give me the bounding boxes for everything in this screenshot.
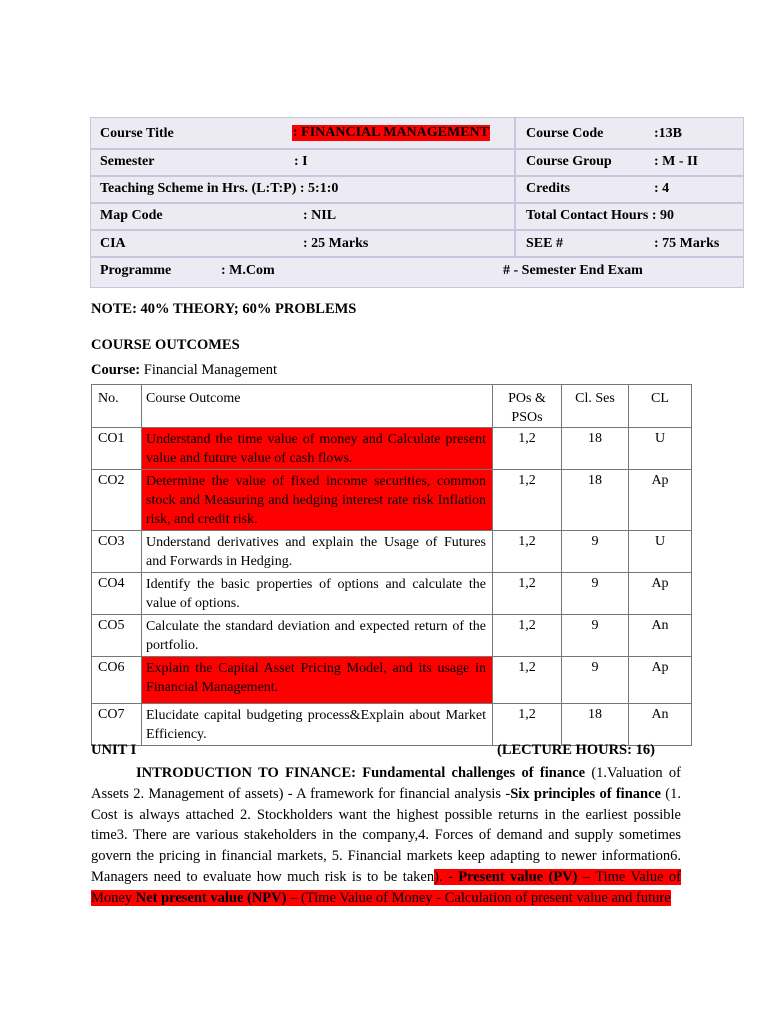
intro-text: (1.Valuation of Assets 2. Management of assets) - A framework for financial analysis -: [91, 765, 681, 802]
map-code-label: Map Code: [100, 208, 163, 223]
course-title-label: Course Title: [100, 126, 174, 141]
course-code-label: Course Code: [526, 126, 604, 141]
see-footnote: # - Semester End Exam: [503, 263, 643, 278]
co-pos: 1,2: [493, 657, 562, 704]
map-code-value: : NIL: [303, 208, 337, 223]
npv-heading: Net present value (NPV): [135, 889, 287, 906]
semester-value: : I: [294, 154, 308, 169]
intro-heading: INTRODUCTION TO FINANCE: Fundamental challenges of finance: [136, 765, 586, 781]
co-pos: 1,2: [493, 573, 562, 615]
co-sessions: 18: [562, 470, 629, 531]
cia-value: : 25 Marks: [303, 236, 369, 251]
co-outcome: Elucidate capital budgeting process&Explain about Market Efficiency.: [142, 704, 493, 746]
unit-title: UNIT I: [91, 742, 137, 758]
co-cl: Ap: [629, 657, 692, 704]
programme-label: Programme: [100, 263, 172, 278]
header-cl: CL: [629, 385, 692, 428]
co-sessions: 18: [562, 704, 629, 746]
semester-label: Semester: [100, 154, 155, 169]
course-title-value: : FINANCIAL MANAGEMENT: [293, 125, 489, 140]
co-number: CO2: [92, 470, 142, 531]
highlighted-text: – Time Value of Money: [91, 868, 682, 906]
co-number: CO1: [92, 428, 142, 470]
course-line: [91, 362, 277, 379]
table-row: [92, 657, 692, 704]
course-group-value: : M - II: [654, 154, 698, 169]
co-sessions: 9: [562, 573, 629, 615]
co-cl: An: [629, 704, 692, 746]
co-outcome: Identify the basic properties of options and calculate the value of options.: [142, 573, 493, 615]
co-pos: 1,2: [493, 428, 562, 470]
header-ses: Cl. Ses: [562, 385, 629, 428]
table-header-row: [92, 385, 692, 428]
co-sessions: 9: [562, 615, 629, 657]
course-code-value: :13B: [654, 126, 682, 141]
co-cl: Ap: [629, 573, 692, 615]
header-outcome: Course Outcome: [142, 385, 493, 428]
table-row: [92, 704, 692, 746]
total-contact-hours: Total Contact Hours : 90: [526, 208, 675, 223]
table-row: [92, 615, 692, 657]
co-cl: An: [629, 615, 692, 657]
cia-label: CIA: [100, 236, 126, 251]
co-outcome: Explain the Capital Asset Pricing Model, and its usage in Financial Management.: [142, 657, 493, 704]
co-sessions: 9: [562, 657, 629, 704]
co-cl: U: [629, 531, 692, 573]
co-outcome: Calculate the standard deviation and expected return of the portfolio.: [142, 615, 493, 657]
co-pos: 1,2: [493, 470, 562, 531]
co-outcome: Determine the value of fixed income securities, common stock and Measuring and hedging interest rate risk Inflation risk, and credit risk.: [142, 470, 493, 531]
table-row: [92, 470, 692, 531]
highlighted-text: ). -: [434, 868, 459, 885]
course-label: Course:: [91, 362, 141, 378]
co-number: CO3: [92, 531, 142, 573]
header-no: No.: [92, 385, 142, 428]
co-pos: 1,2: [493, 531, 562, 573]
co-cl: U: [629, 428, 692, 470]
course-name: Financial Management: [143, 362, 278, 378]
header-row-bg: [90, 257, 744, 288]
principles-text: (1. Cost is always attached 2. Stockholders want the highest possible returns in the earliest possible time3. There are various stakeholders in the company,4. Forces of demand and supply sometimes govern the pricing in financial markets, 5. Financial markets keep adapting to newer information6. Managers need to evaluate how much risk is to be taken: [91, 785, 681, 885]
table-row: [92, 428, 692, 470]
present-value-heading: Present value (PV): [458, 868, 578, 885]
teaching-scheme: Teaching Scheme in Hrs. (L:T:P) : 5:1:0: [100, 181, 339, 196]
co-cl: Ap: [629, 470, 692, 531]
header-pos: POs & PSOs: [493, 385, 562, 428]
co-sessions: 18: [562, 428, 629, 470]
theory-note: NOTE: 40% THEORY; 60% PROBLEMS: [91, 301, 357, 317]
lecture-hours: (LECTURE HOURS: 16): [497, 742, 655, 758]
table-row: [92, 531, 692, 573]
co-number: CO6: [92, 657, 142, 704]
table-row: [92, 573, 692, 615]
see-label: SEE #: [526, 236, 563, 251]
co-sessions: 9: [562, 531, 629, 573]
co-pos: 1,2: [493, 615, 562, 657]
course-outcomes-table: [91, 384, 692, 746]
co-number: CO5: [92, 615, 142, 657]
see-value: : 75 Marks: [654, 236, 720, 251]
co-pos: 1,2: [493, 704, 562, 746]
programme-value: : M.Com: [221, 263, 275, 278]
co-outcome: Understand the time value of money and Calculate present value and future value of cash flows.: [142, 428, 493, 470]
course-group-label: Course Group: [526, 154, 612, 169]
course-outcomes-heading: COURSE OUTCOMES: [91, 337, 240, 353]
six-principles-heading: Six principles of finance: [510, 785, 661, 802]
co-number: CO7: [92, 704, 142, 746]
credits-value: : 4: [654, 181, 670, 196]
credits-label: Credits: [526, 181, 571, 196]
co-number: CO4: [92, 573, 142, 615]
unit-description: [91, 763, 681, 909]
co-outcome: Understand derivatives and explain the Usage of Futures and Forwards in Hedging.: [142, 531, 493, 573]
highlighted-text: – (Time Value of Money - Calculation of present value and future: [286, 889, 671, 906]
